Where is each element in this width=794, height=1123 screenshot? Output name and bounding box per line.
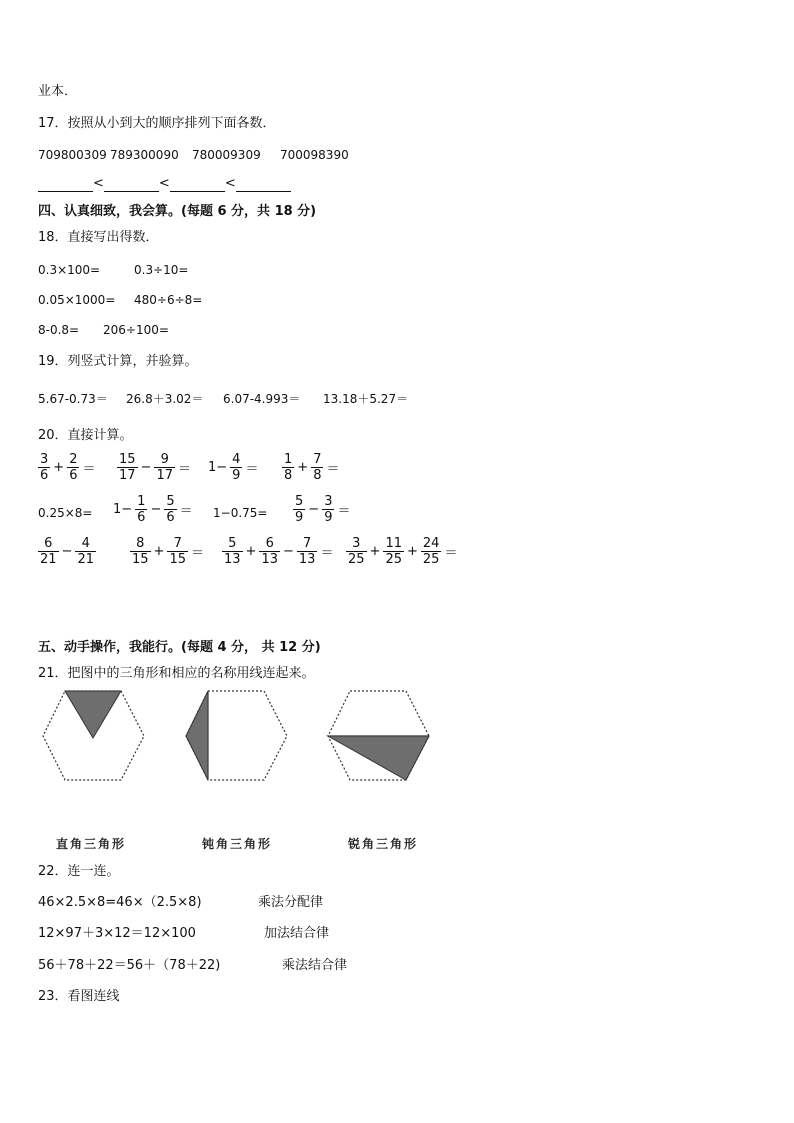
q20-expr: 1−0.75= [213, 506, 268, 520]
top-line: 业本． [38, 84, 78, 99]
q18-item: 0.05×1000= [38, 293, 116, 307]
q20-expr: $\frac{3}{25}$ + $\frac{11}{25}$ + $\frac{24}{25}$ ＝ [348, 536, 458, 567]
q17-order-blanks [38, 176, 291, 192]
q19-item: 6.07-4.993＝ [223, 392, 301, 406]
q20-expr: $\frac{8}{15}$ + $\frac{7}{15}$ ＝ [132, 536, 205, 567]
section5-title: 五、动手操作，我能行。(每题 4 分， 共 12 分) [38, 640, 321, 655]
q20-expr: $\frac{6}{21}$ − $\frac{4}{21}$ [40, 536, 94, 567]
q20-expr: $\frac{3}{6}$ + $\frac{2}{6}$ ＝ [40, 452, 96, 483]
q18-item: 0.3÷10= [134, 263, 189, 277]
q20-expr: $\frac{5}{13}$ + $\frac{6}{13}$ − $\frac{7}{13}$ ＝ [224, 536, 334, 567]
answer-blank[interactable] [170, 178, 225, 192]
q17-number-1: 709800309 [38, 148, 107, 162]
q19-item: 26.8＋3.02＝ [126, 392, 204, 406]
q21-title: 21．把图中的三角形和相应的名称用线连起来。 [38, 666, 315, 681]
q17-number-3: 780009309 [192, 148, 261, 162]
q23-title: 23．看图连线 [38, 989, 120, 1004]
q22-right-item: 加法结合律 [264, 926, 330, 941]
hexagon-acute-triangle-figure [325, 688, 435, 783]
q20-expr: $\frac{1}{8}$ + $\frac{7}{8}$ ＝ [284, 452, 340, 483]
q20-expr: 1− $\frac{1}{6}$ − $\frac{5}{6}$ ＝ [113, 494, 193, 525]
q22-right-item: 乘法结合律 [282, 958, 348, 973]
less-than-sign: < [93, 176, 104, 191]
answer-blank[interactable] [38, 178, 93, 192]
caption-acute-triangle: 锐角三角形 [348, 837, 419, 851]
answer-blank[interactable] [236, 178, 291, 192]
less-than-sign: < [158, 176, 170, 191]
q18-item: 0.3×100= [38, 263, 101, 277]
caption-right-triangle: 直角三角形 [56, 837, 127, 851]
q17-number-2: 789300090 [110, 148, 179, 162]
q19-item: 5.67-0.73＝ [38, 392, 108, 406]
q19-title: 19．列竖式计算，并验算。 [38, 354, 198, 369]
section4-title: 四、认真细致，我会算。(每题 6 分，共 18 分) [38, 204, 317, 219]
less-than-sign: < [224, 176, 236, 191]
hexagon-right-triangle-figure [40, 688, 150, 783]
q20-expr: 1− $\frac{4}{9}$ ＝ [208, 452, 259, 483]
q22-title: 22．连一连。 [38, 864, 120, 879]
q22-right-item: 乘法分配律 [258, 895, 324, 910]
q18-item: 8-0.8= [38, 323, 80, 337]
q18-title: 18．直接写出得数． [38, 230, 159, 245]
q20-title: 20．直接计算。 [38, 428, 133, 443]
q20-expr: $\frac{15}{17}$ − $\frac{9}{17}$ ＝ [119, 452, 192, 483]
q19-item: 13.18＋5.27＝ [323, 392, 409, 406]
q22-left-item: 46×2.5×8=46×（2.5×8) [38, 895, 202, 910]
q18-item: 206÷100= [103, 323, 169, 337]
q22-left-item: 12×97＋3×12＝12×100 [38, 926, 196, 941]
q17-number-4: 700098390 [280, 148, 349, 162]
caption-obtuse-triangle: 钝角三角形 [202, 837, 273, 851]
q17-title: 17．按照从小到大的顺序排列下面各数． [38, 116, 276, 131]
q20-expr: $\frac{5}{9}$ − $\frac{3}{9}$ ＝ [295, 494, 351, 525]
q22-left-item: 56＋78＋22＝56＋（78＋22) [38, 958, 221, 973]
answer-blank[interactable] [104, 178, 159, 192]
q18-item: 480÷6÷8= [134, 293, 203, 307]
q20-expr: 0.25×8= [38, 506, 93, 520]
hexagon-obtuse-triangle-figure [183, 688, 293, 783]
